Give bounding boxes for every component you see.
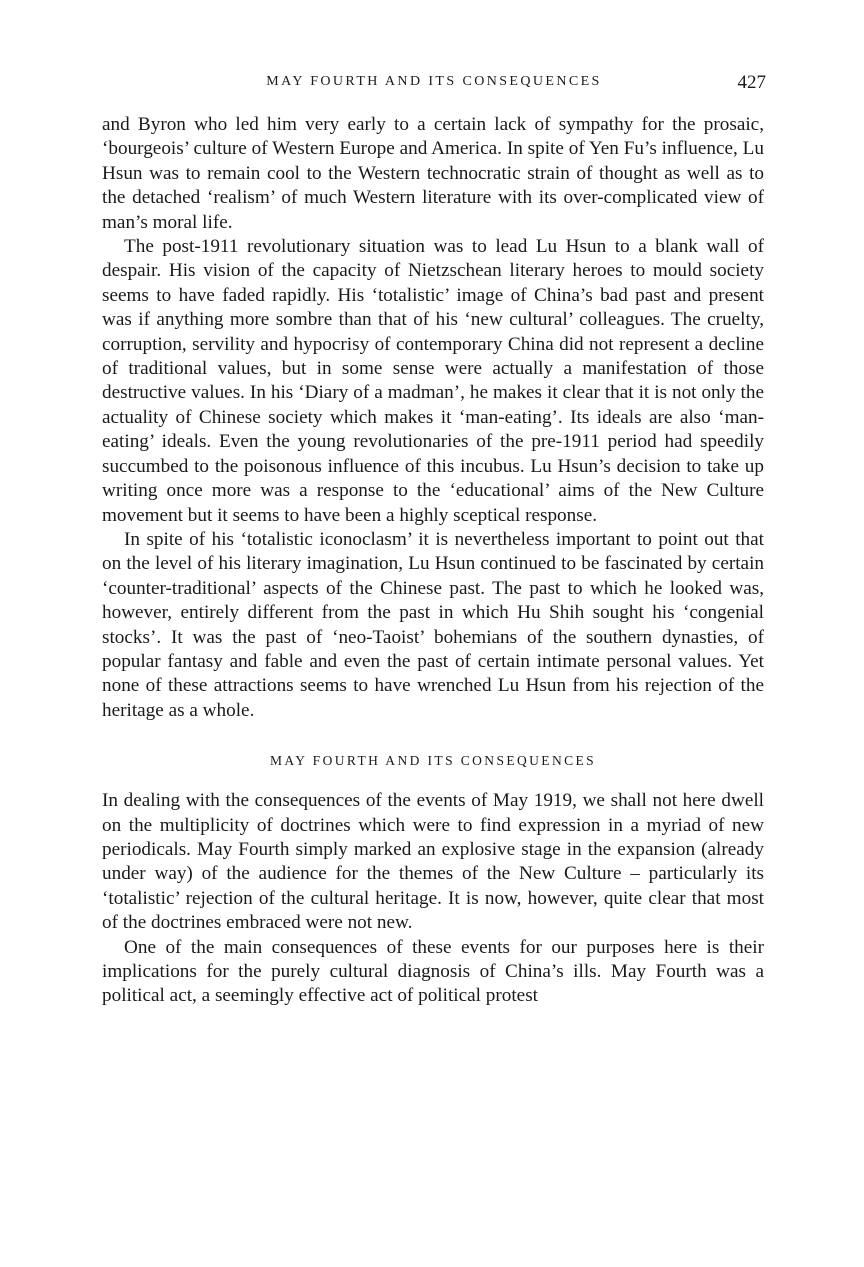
paragraph-continued: and Byron who led him very early to a certain lack of sympathy for the prosaic, ‘bourgeois’ culture of Western Europe and America. In spite of Yen Fu’s influence, Lu Hsun was to remain cool to the Western technocratic strain of thought as well as to the detached ‘realism’ of much Western literature with its over-complicated view of man’s moral life. [102,114,764,233]
paragraph: In spite of his ‘totalistic iconoclasm’ it is nevertheless important to point out that on the level of his literary imagination, Lu Hsun continued to be fascinated by certain ‘counter-traditional’ aspects of the Chinese past. The past to which he looked was, however, entirely different from the past in which Hu Shih sought his ‘congenial stocks’. It was the past of ‘neo-Taoist’ bohemians of the southern dynasties, of popular fantasy and fable and even the past of certain intimate personal values. Yet none of these attractions seems to have wrenched Lu Hsun from his rejection of the heritage as a whole. [102,528,764,721]
running-title: MAY FOURTH AND ITS CONSEQUENCES [266,74,602,89]
paragraph: In dealing with the consequences of the events of May 1919, we shall not here dwell on the multiplicity of doctrines which were to find expression in a myriad of new periodicals. May Fourth simply marked an explosive stage in the expansion (already under way) of the audience for the themes of the New Culture – particularly its ‘totalistic’ rejection of the cultural heritage. It is now, however, quite clear that most of the doctrines embraced were not new. [102,790,764,934]
page-number: 427 [737,72,766,93]
paragraph: One of the main consequences of these events for our purposes here is their implications for the purely cultural diagnosis of China’s ills. May Fourth was a political act, a seemingly effective act of political protest [102,936,764,1007]
paragraph: The post-1911 revolutionary situation was to lead Lu Hsun to a blank wall of despair. His vision of the capacity of Nietzschean literary heroes to mould society seems to have faded rapidly. His ‘totalistic’ image of China’s bad past and present was if anything more sombre than that of his ‘new cultural’ colleagues. The cruelty, corruption, servility and hypocrisy of contemporary China did not represent a decline of traditional values, but in some sense were actually a manifestation of those destructive values. In his ‘Diary of a madman’, he makes it clear that it is not only the actuality of Chinese society which makes it ‘man-eating’. Its ideals are also ‘man-eating’ ideals. Even the young revolutionaries of the pre-1911 period had speedily succumbed to the poisonous influence of this incubus. Lu Hsun’s decision to take up writing once more was a response to the ‘educational’ aims of the New Culture movement but it seems to have been a highly sceptical response. [102,236,764,526]
body-text [102,113,764,1009]
section-heading: MAY FOURTH AND ITS CONSEQUENCES [269,753,597,769]
running-head [102,72,766,96]
